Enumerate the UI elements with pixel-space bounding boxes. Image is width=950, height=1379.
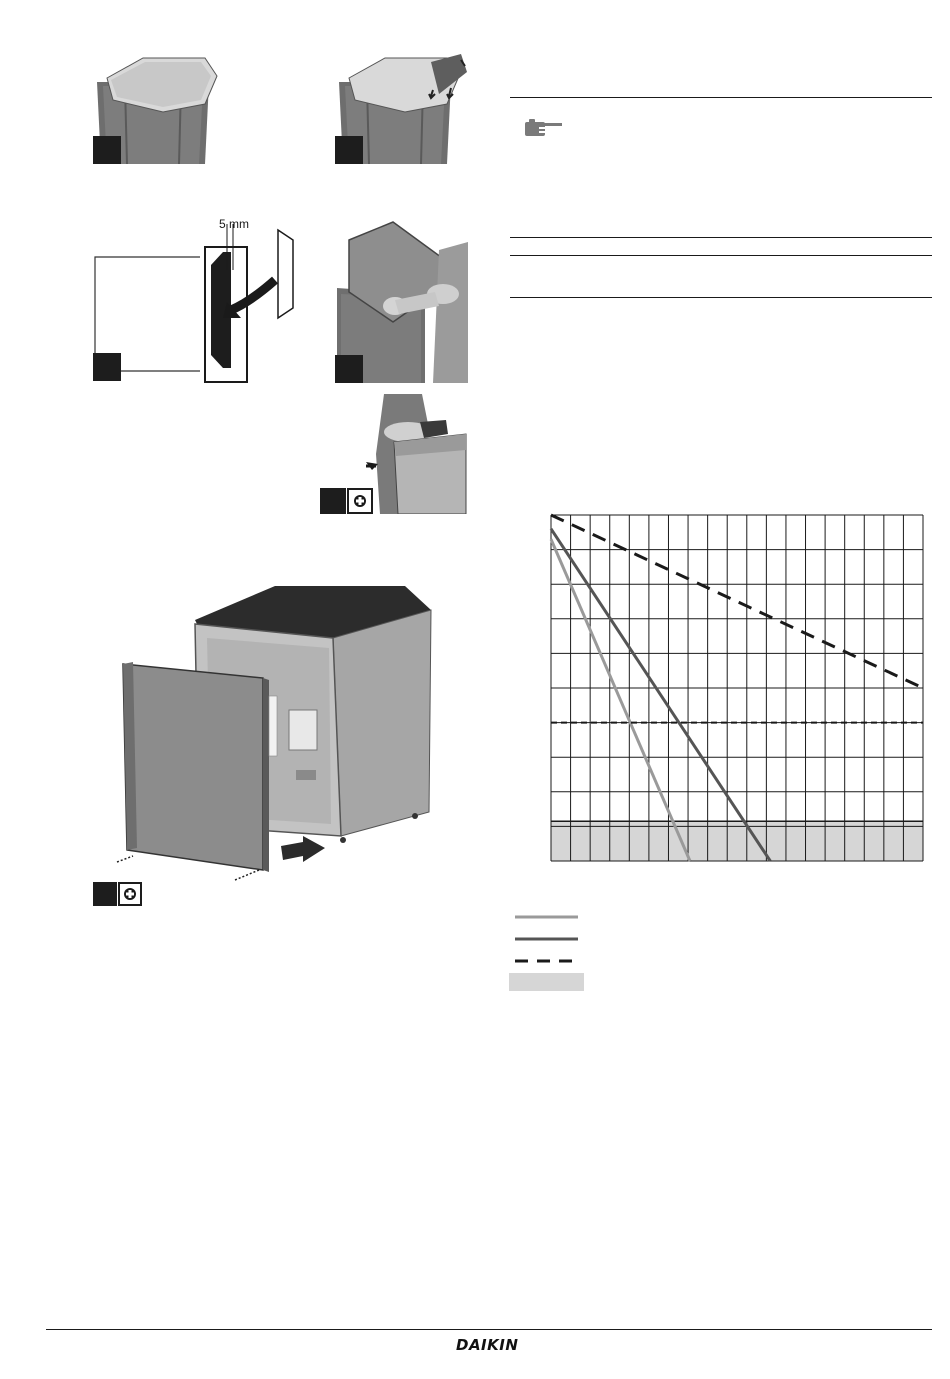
- note-divider-top: [510, 97, 932, 98]
- series-line-black-long-dash: [551, 515, 923, 688]
- figure-step-6-front-panel: [93, 580, 438, 908]
- screwdriver-icon: [347, 488, 373, 514]
- chart-svg: [548, 512, 926, 864]
- figure-step-2-insulation: [335, 52, 468, 164]
- brand-logo: DAIKIN: [456, 1336, 519, 1354]
- table-divider-2: [510, 297, 932, 298]
- series-line-dark-grey-solid: [551, 529, 770, 861]
- performance-chart: [548, 512, 926, 864]
- step-marker-2: [335, 136, 363, 164]
- note-divider-bottom: [510, 237, 932, 238]
- shaded-band: [551, 821, 923, 861]
- chart-legend: [508, 905, 588, 995]
- note-pointing-hand-icon: [525, 117, 563, 141]
- step-marker-1: [93, 136, 121, 164]
- table-divider-1: [510, 255, 932, 256]
- step-marker-6: [93, 882, 117, 906]
- footer-rule: [46, 1329, 932, 1330]
- figure-step-4-fit-cover: [335, 220, 468, 383]
- legend-swatch-grey-band: [509, 973, 584, 991]
- gap-dimension-label: 5 mm: [219, 217, 249, 231]
- step-marker-5: [320, 488, 346, 514]
- step-marker-3: [93, 353, 121, 381]
- figure-step-1-top-cover: [93, 52, 219, 164]
- series-line-light-grey-solid: [551, 539, 690, 861]
- figure-step-5-fasten-screws: [318, 394, 468, 514]
- figure-step-3-gap-diagram: [93, 210, 305, 385]
- step-marker-4: [335, 355, 363, 383]
- screwdriver-icon: [118, 882, 142, 906]
